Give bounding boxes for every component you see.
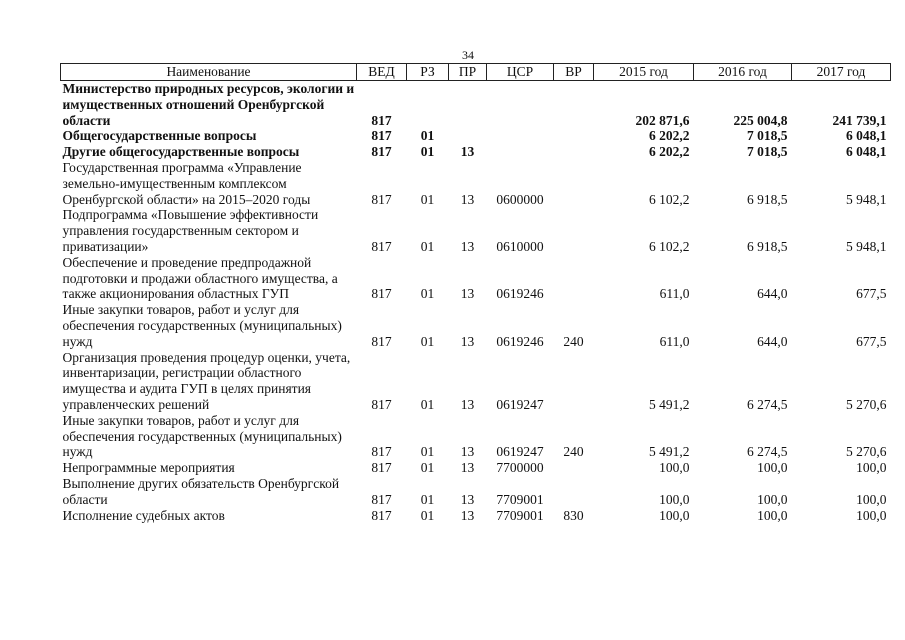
table-row [61, 350, 891, 413]
row-vr [554, 350, 594, 413]
header-2016: 2016 год [694, 64, 792, 81]
row-vr [554, 81, 594, 129]
row-csr [487, 144, 554, 160]
row-2015: 6 102,2 [649, 191, 690, 207]
row-pr: 13 [460, 333, 475, 349]
row-2016: 6 918,5 [747, 238, 788, 254]
row-ved: 817 [371, 396, 392, 412]
row-2017: 5 270,6 [846, 444, 887, 460]
row-csr: 0619247 [496, 396, 544, 412]
table-row [61, 413, 891, 460]
row-rz: 01 [420, 191, 435, 207]
row-2015: 100,0 [659, 491, 690, 507]
row-rz: 01 [420, 460, 435, 476]
row-name: Исполнение судебных актов [62, 507, 225, 523]
row-2016: 100,0 [757, 460, 788, 476]
row-2016: 6 274,5 [747, 396, 788, 412]
row-vr [554, 255, 594, 302]
header-vr: ВР [554, 64, 594, 81]
row-csr [487, 81, 554, 129]
row-2015: 202 871,6 [635, 112, 690, 128]
row-csr: 7700000 [496, 460, 544, 476]
row-name: Непрограммные мероприятия [62, 460, 235, 476]
row-rz: 01 [420, 144, 435, 160]
row-pr: 13 [460, 238, 475, 254]
row-csr [487, 128, 554, 144]
row-ved: 817 [371, 491, 392, 507]
row-2017: 677,5 [856, 333, 887, 349]
row-2017: 6 048,1 [846, 144, 887, 160]
row-ved: 817 [371, 238, 392, 254]
row-2015: 6 202,2 [649, 144, 690, 160]
row-2017: 100,0 [856, 507, 887, 523]
row-ved: 817 [371, 507, 392, 523]
row-name: Министерство природных ресурсов, экологии и имущественных отношений Оренбургской области [62, 81, 355, 128]
budget-table [60, 63, 891, 523]
row-name: Организация проведения процедур оценки, учета, инвентаризации, регистрации областного имущества и аудита ГУП в целях принятия управленческих решений [62, 349, 351, 412]
page-number: 34 [462, 48, 474, 62]
row-name: Государственная программа «Управление земельно-имущественным комплексом Оренбургской области» на 2015–2020 годы [62, 159, 311, 207]
row-2016: 644,0 [757, 286, 788, 302]
row-csr: 0600000 [496, 191, 544, 207]
row-ved: 817 [371, 286, 392, 302]
row-2016: 6 918,5 [747, 191, 788, 207]
row-2016: 100,0 [757, 507, 788, 523]
row-name: Другие общегосударственные вопросы [62, 144, 300, 160]
table-row [61, 255, 891, 302]
row-ved: 817 [371, 460, 392, 476]
row-csr: 0619247 [496, 444, 544, 460]
row-pr: 13 [460, 396, 475, 412]
row-rz: 01 [420, 507, 435, 523]
row-vr [554, 160, 594, 207]
row-pr: 13 [460, 460, 475, 476]
table-row [61, 460, 891, 476]
row-2017: 6 048,1 [846, 128, 887, 144]
row-2016: 7 018,5 [747, 144, 788, 160]
row-pr: 13 [460, 144, 475, 160]
row-name: Подпрограмма «Повышение эффективности управления государственным сектором и приватизации» [62, 207, 319, 254]
table-row [61, 207, 891, 254]
row-rz: 01 [420, 128, 435, 144]
row-2016: 7 018,5 [747, 128, 788, 144]
row-pr: 13 [460, 191, 475, 207]
row-2015: 100,0 [659, 460, 690, 476]
row-pr [449, 81, 487, 129]
row-vr [554, 460, 594, 476]
table-row [61, 144, 891, 160]
row-2015: 5 491,2 [649, 396, 690, 412]
row-2017: 100,0 [856, 491, 887, 507]
row-csr: 0619246 [496, 333, 544, 349]
row-2017: 241 739,1 [832, 112, 887, 128]
row-2015: 611,0 [659, 286, 690, 302]
row-name: Иные закупки товаров, работ и услуг для обеспечения государственных (муниципальных) нужд [62, 302, 342, 349]
row-csr: 0619246 [496, 286, 544, 302]
row-csr: 7709001 [496, 491, 544, 507]
table-row [61, 81, 891, 129]
table-row [61, 508, 891, 524]
row-name: Иные закупки товаров, работ и услуг для обеспечения государственных (муниципальных) нужд [62, 412, 342, 460]
row-pr: 13 [460, 444, 475, 460]
row-2017: 5 270,6 [846, 396, 887, 412]
header-2015: 2015 год [594, 64, 694, 81]
header-pr: ПР [449, 64, 487, 81]
row-csr: 0610000 [496, 238, 544, 254]
row-2017: 5 948,1 [846, 191, 887, 207]
row-pr: 13 [460, 507, 475, 523]
row-ved: 817 [371, 128, 392, 144]
row-ved: 817 [371, 444, 392, 460]
row-name: Общегосударственные вопросы [62, 128, 257, 144]
header-csr: ЦСР [487, 64, 554, 81]
row-rz: 01 [420, 491, 435, 507]
row-vr: 240 [563, 444, 584, 460]
row-name: Обеспечение и проведение предпродажной подготовки и продажи областного имущества, а также акционирования областных ГУП [62, 254, 338, 302]
table-row [61, 160, 891, 207]
header-ved: ВЕД [357, 64, 407, 81]
row-rz: 01 [420, 286, 435, 302]
row-2015: 6 102,2 [649, 238, 690, 254]
header-2017: 2017 год [792, 64, 891, 81]
table-row [61, 302, 891, 349]
row-name: Выполнение других обязательств Оренбургской области [62, 475, 340, 507]
row-2016: 6 274,5 [747, 444, 788, 460]
row-2016: 225 004,8 [733, 112, 788, 128]
row-2016: 644,0 [757, 333, 788, 349]
row-pr: 13 [460, 491, 475, 507]
table-row [61, 128, 891, 144]
table-row [61, 476, 891, 508]
row-ved: 817 [371, 191, 392, 207]
table-header-row [61, 64, 891, 81]
row-rz: 01 [420, 238, 435, 254]
row-2017: 5 948,1 [846, 238, 887, 254]
row-vr [554, 476, 594, 508]
header-name: Наименование [61, 64, 357, 81]
row-2015: 5 491,2 [649, 444, 690, 460]
row-rz [407, 81, 449, 129]
row-pr [449, 128, 487, 144]
row-vr: 240 [563, 333, 584, 349]
row-rz: 01 [420, 333, 435, 349]
row-csr: 7709001 [496, 507, 544, 523]
row-ved: 817 [371, 144, 392, 160]
row-vr [554, 128, 594, 144]
row-rz: 01 [420, 396, 435, 412]
row-vr: 830 [563, 507, 584, 523]
row-rz: 01 [420, 444, 435, 460]
row-2015: 6 202,2 [649, 128, 690, 144]
row-vr [554, 144, 594, 160]
row-2016: 100,0 [757, 491, 788, 507]
row-pr: 13 [460, 286, 475, 302]
row-2015: 611,0 [659, 333, 690, 349]
row-2015: 100,0 [659, 507, 690, 523]
row-2017: 100,0 [856, 460, 887, 476]
header-rz: РЗ [407, 64, 449, 81]
row-vr [554, 207, 594, 254]
row-ved: 817 [371, 333, 392, 349]
row-ved: 817 [371, 112, 392, 128]
row-2017: 677,5 [856, 286, 887, 302]
